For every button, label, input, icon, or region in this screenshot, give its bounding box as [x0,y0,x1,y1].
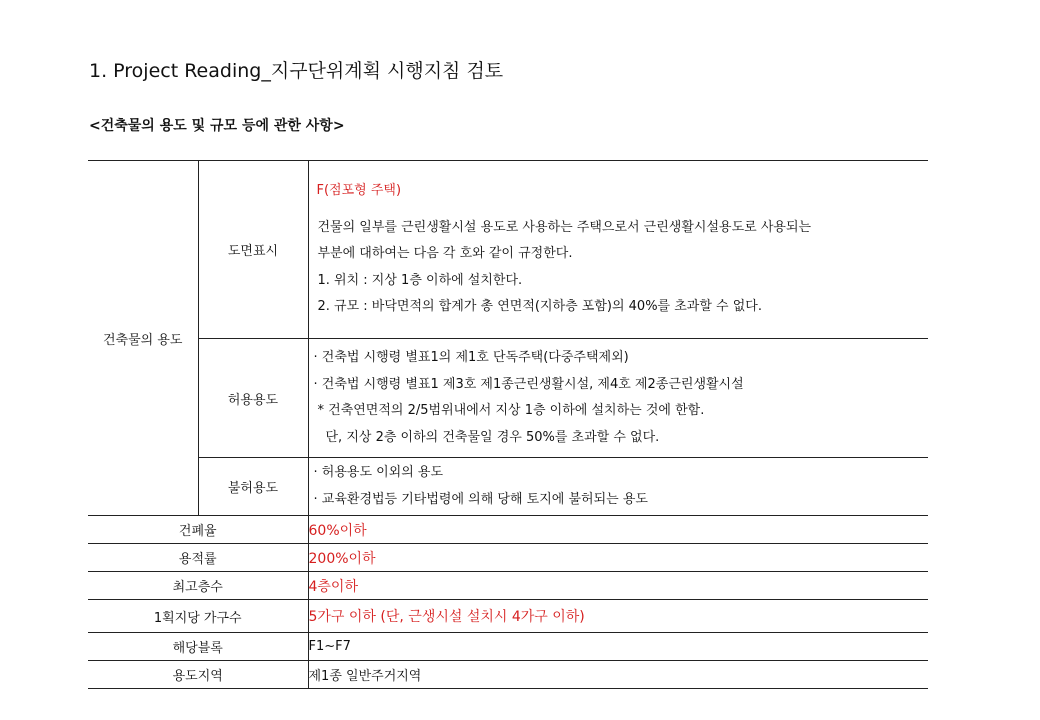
permitted-label: 허용용도 [198,339,308,458]
table-row [88,600,928,633]
row-label: 최고층수 [88,572,308,600]
drawing-label: 도면표시 [198,161,308,339]
row-value: 제1종 일반주거지역 [308,661,928,689]
table-row-prohibited [88,458,928,516]
drawing-line: 부분에 대하여는 다음 각 호와 같이 규정한다. [317,246,573,262]
row-label: 용적률 [88,544,308,572]
regulation-table [88,160,928,689]
drawing-content [308,161,928,339]
page-title: 1. Project Reading_지구단위계획 시행지침 검토 [89,60,504,82]
prohibited-label: 불허용도 [198,458,308,516]
prohibited-line: · 교육환경법등 기타법령에 의해 당해 토지에 불허되는 용도 [313,491,648,507]
row-label: 1획지당 가구수 [88,600,308,633]
drawing-line: 1. 위치 : 지상 1층 이하에 설치한다. [317,272,523,288]
table-row [88,661,928,689]
section-heading: <건축물의 용도 및 규모 등에 관한 사항> [89,118,345,134]
table-row [88,516,928,544]
permitted-content [308,339,928,458]
permitted-line: · 건축법 시행령 별표1 제3호 제1종근린생활시설, 제4호 제2종근린생활시설 [313,376,744,392]
table-row [88,633,928,661]
row-value: F1~F7 [308,633,928,661]
drawing-type: F(점포형 주택) [316,183,402,199]
row-label: 건폐율 [88,516,308,544]
drawing-line: 2. 규모 : 바닥면적의 합계가 총 연면적(지하층 포함)의 40%를 초과할 수 없다. [317,299,762,315]
row-value: 4층이하 [308,572,928,600]
table-row-drawing [88,161,928,339]
permitted-note: 단, 지상 2층 이하의 건축물일 경우 50%를 초과할 수 없다. [325,429,660,445]
drawing-line: 건물의 일부를 근린생활시설 용도로 사용하는 주택으로서 근린생활시설용도로 사용되는 [317,219,812,235]
table-row-permitted [88,339,928,458]
table-row [88,544,928,572]
prohibited-line: · 허용용도 이외의 용도 [313,465,444,480]
row-value: 5가구 이하 (단, 근생시설 설치시 4가구 이하) [308,600,928,633]
table-row [88,572,928,600]
row-label: 용도지역 [88,661,308,689]
prohibited-content [308,458,928,516]
permitted-line: · 건축법 시행령 별표1의 제1호 단독주택(다중주택제외) [313,350,629,365]
permitted-note: * 건축연면적의 2/5범위내에서 지상 1층 이하에 설치하는 것에 한함. [317,403,705,418]
row-label: 해당블록 [88,633,308,661]
row-value: 60%이하 [308,516,928,544]
row-value: 200%이하 [308,544,928,572]
use-category-label: 건축물의 용도 [88,161,198,516]
